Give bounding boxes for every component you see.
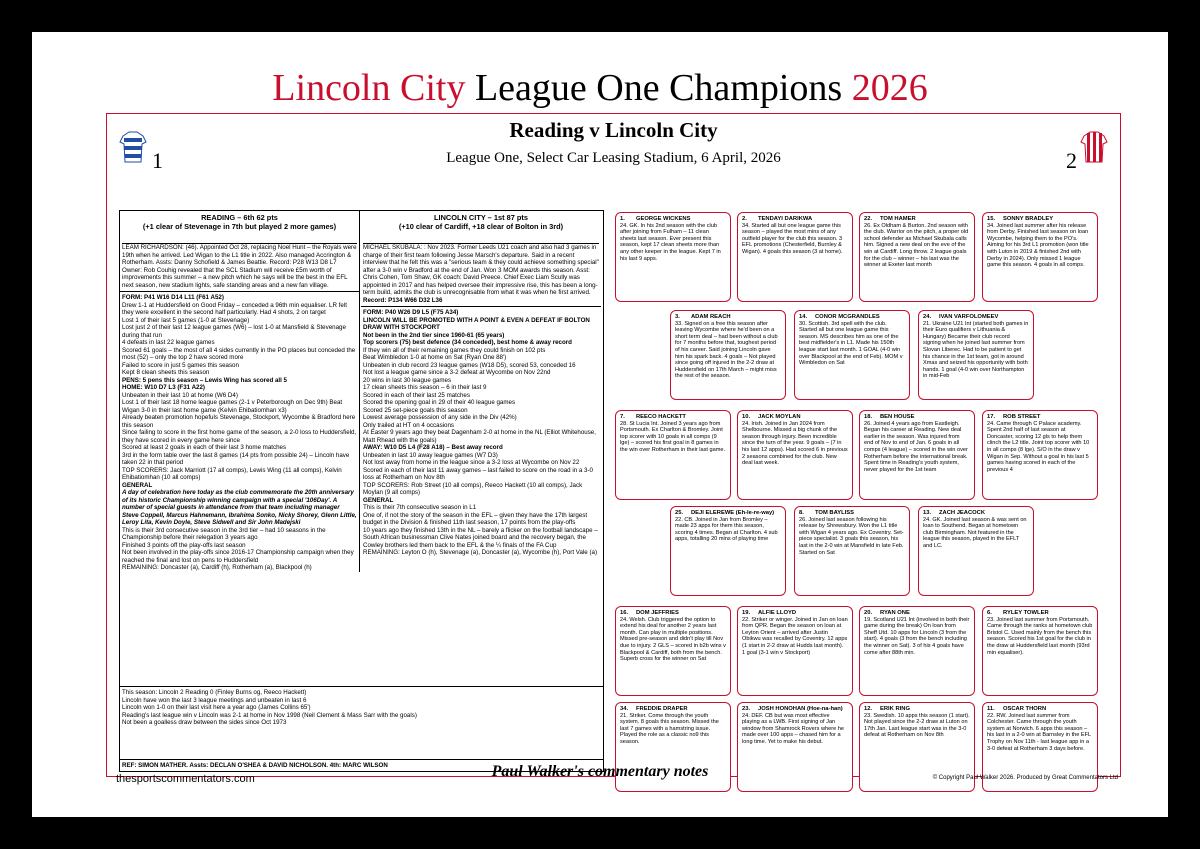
player-name-text: DOM JEFFRIES <box>636 610 679 616</box>
note-line: Not been in the 2nd tier since 1960-61 (65 years) <box>363 331 505 339</box>
note-line: Record: P134 W66 D32 L36 <box>363 296 443 304</box>
player-card <box>615 212 731 302</box>
note-line: AWAY: W10 D5 L4 (F28 A18) – Best away record <box>363 444 503 451</box>
player-name-text: TOM HAMER <box>880 216 916 222</box>
player-name <box>620 216 726 223</box>
note-line: A day of celebration here today as the club commemorate the 20th anniversary of its historic Championship winning campaign with a special '106Day'. A number of special guests in attendance from that team including manager Steve Coppell, Marcus Hahnemann, Ibrahima Sonko, Nicky Shorey, Glenn Little, Leroy Lita, Kevin Doyle, Steve Sidwell and Sir John Madejski <box>122 489 357 526</box>
player-name <box>799 510 905 517</box>
note-line: Reading's last league win v Lincoln was 2-1 at home in Nov 1998 (Neil Clement & Mass Sarr with the goals) <box>122 711 417 719</box>
player-name <box>799 314 905 321</box>
player-notes: 24. Welsh. Club triggered the option to extend his deal for another 2 years last month. Can play in multiple positions. Missed pre-season and didn't play till Nov due to injury. 2 GLS – scored in b2b wins v Blackpool & Cardiff, both from the bench. Superb cross for the winner on Sat <box>620 616 726 663</box>
note-line: Scored the opening goal in 29 of their 40 league games <box>363 399 516 406</box>
note-line: TOP SCORERS: Rob Street (10 all comps), Reeco Hackett (10 all comps), Jack Moylan (9 all comps) <box>363 481 583 496</box>
player-card <box>615 606 731 696</box>
player-name-text: GEORGE WICKENS <box>636 216 691 222</box>
note-line: Only trailed at HT on 4 occasions <box>363 421 455 429</box>
player-name-text: FREDDIE DRAPER <box>636 706 688 712</box>
note-line: Scored 25 set-piece goals this season <box>363 406 468 414</box>
reading-header: READING – 6th 62 pts (+1 clear of Stevenage in 7th but played 2 more games) <box>122 211 357 244</box>
player-card <box>670 506 786 596</box>
notes-sheet <box>32 32 1168 817</box>
note-line: FORM: P41 W16 D14 L11 (F61 A52) <box>122 294 224 301</box>
player-card <box>615 410 731 500</box>
player-name <box>675 314 781 321</box>
note-line: PENS: 5 pens this season – Lewis Wing has scored all 5 <box>122 376 287 384</box>
away-shirt-icon <box>1080 130 1108 164</box>
note-line: Lowest average possession of any side in the Div (42%) <box>363 414 517 421</box>
player-notes: 28. St Lucia Int. Joined 3 years ago from Portsmouth. Ex Charlton & Bromley. Joint top scorer with 10 goals in all comps (9 lge) – scored his first goal in 8 games in the win over Rotherham in their last game. <box>620 420 726 453</box>
squad-number: 8. <box>799 510 804 516</box>
player-notes: 23. Joined last summer from Portsmouth. Came through the ranks at hometown club Bristol C. Used mainly from the bench this season. Scored his 1st goal for the club in the draw at Huddersfield last month (93rd min equaliser). <box>987 616 1093 656</box>
note-line: Failed to score in just 5 games this season <box>122 361 239 369</box>
note-line: Scored in each of their last 11 away games – last failed to score on the road in a 3-0 loss at Rotherham on Nov 8th <box>363 466 593 481</box>
note-line: One of, if not the story of the season in the EFL – given they have the 17th largest budget in the Division & finished 11th last season, 17 points from the play-offs <box>363 511 588 526</box>
squad-number: 1. <box>620 216 625 222</box>
squad-number: 3. <box>675 314 680 320</box>
squad-number: 15. <box>987 216 996 222</box>
player-card <box>982 212 1098 302</box>
note-line: Not been involved in the play-offs since 2016-17 Championship campaign when they reached the final and lost on pens to Huddersfield <box>122 549 354 564</box>
player-card <box>670 310 786 400</box>
note-line: Beat Wimbledon 1-0 at home on Sat (Ryan One 88') <box>363 354 507 361</box>
lincoln-header: LINCOLN CITY – 1st 87 pts (+10 clear of Cardiff, +18 clear of Bolton in 3rd) <box>363 211 599 244</box>
reading-intro <box>122 244 357 289</box>
player-card <box>794 506 910 596</box>
note-line: Not been a goalless draw between the sides since Oct 1973 <box>122 719 287 726</box>
player-name <box>742 610 848 617</box>
player-card <box>918 506 1034 596</box>
player-name <box>987 610 1093 617</box>
note-line: Unbeaten in last 10 away league games (W7 D3) <box>363 451 498 459</box>
copyright-notice: © Copyright Paul Walker 2026. Produced by Great Commentators Ltd <box>932 775 1118 781</box>
note-line: GENERAL <box>363 496 394 504</box>
squad-number: 10. <box>742 414 751 420</box>
note-line: REMAINING: Doncaster (a), Cardiff (h), Rotherham (a), Blackpool (h) <box>122 564 312 571</box>
squad-number: 18. <box>864 414 873 420</box>
player-notes: 30. Scottish. 3rd spell with the club. Started all but one league game this season. MS describes him as one of the best midfielder's in L1. Made his 150th league start last month. 1 GOAL (4-0 win over Blackpool at the end of Feb). MOM v Wimbledon on Sat <box>799 320 903 367</box>
note-line: Not lost away from home in the league since a 3-2 loss at Wycombe on Nov 22 <box>363 459 580 466</box>
player-name <box>864 216 970 223</box>
player-name <box>742 414 848 421</box>
lincoln-intro <box>363 244 599 304</box>
note-line: Lost just 2 of their last 12 league games (W6) – lost 1-0 at Mansfield & Stevenage during that run <box>122 324 346 339</box>
player-name <box>620 414 726 421</box>
note-line: Scored in each of their last 25 matches <box>363 391 470 399</box>
player-card <box>859 212 975 302</box>
note-line: Already beaten promotion hopefuls Stevenage, Stockport, Wycombe & Bradford here this season <box>122 414 356 429</box>
player-notes: 24. GK. In his 2nd season with the club after joining from Fulham – 11 clean sheets last season. Ever present this season, kept 17 clean sheets more than any other keeper in the league. Kept 7 in his last 9 apps. <box>620 222 721 262</box>
player-notes: 24. GK. Joined last season & was sent on loan to Southend. Began at hometown club Birmingham. Not featured in the league this season, played in the EFLT and LC. <box>923 516 1027 549</box>
note-line: TOP SCORERS: Jack Marriott (17 all comps), Lewis Wing (11 all comps), Kelvin Ehibatiomhan (10 all comps) <box>122 466 342 481</box>
player-name <box>864 610 970 617</box>
player-name-text: RYLEY TOWLER <box>1003 610 1049 616</box>
player-name-text: JACK MOYLAN <box>758 414 801 420</box>
player-notes: 22. RW. Joined last summer from Colchester. Came through the youth system at Norwich. 6 apps this season – his last in a 2-0 win at Barnsley in the EFL Trophy on Nov 11th - last league app in a 3-0 defeat at Rotherham 3 days before. <box>987 712 1091 752</box>
note-line: 3rd in the form table over the last 8 games (14 pts from possible 24) – Lincoln have taken 22 in that period <box>122 451 350 466</box>
player-card <box>737 212 853 302</box>
player-card <box>859 410 975 500</box>
match-panel <box>106 113 1121 777</box>
player-name-text: TOM BAYLISS <box>815 510 854 516</box>
footer-title: Paul Walker's commentary notes <box>491 763 709 780</box>
player-name <box>620 610 726 617</box>
player-name-text: JOSH HONOHAN (Hoe-na-han) <box>758 706 843 712</box>
note-line: Unbeaten in club record 23 league games (W18 D5), scored 53, conceded 16 <box>363 361 576 369</box>
player-card <box>918 310 1034 400</box>
home-score: 1 <box>152 148 163 173</box>
player-notes: 26. Joined 4 years ago from Eastleigh. Began his career at Reading. New deal earlier in the season. Was injured from end of Nov to end of Jan. 6 goals in all comps (4 league) – scored in the win over Rotherham before the international break. Spent time in Reading's youth system, never played for the 1st team <box>864 420 968 473</box>
player-card <box>859 606 975 696</box>
note-line: LEAM RICHARDSON: (46). Appointed Oct 28, replacing Noel Hunt – the Royals were 19th when he arrived. Led Wigan to the L1 title in 2022. Also managed Accrington & Rotherham. Assts: Danny Schofield & James Beattie. Record: P28 W13 D8 L7 <box>122 244 357 266</box>
match-notes-table <box>119 210 604 772</box>
note-line: FORM: P40 W26 D9 L5 (F75 A34) <box>363 309 459 316</box>
player-notes: 24. Came through C Palace academy. Spent 2nd half of last season at Doncaster, scoring 12 gls to help them clinch the L2 title. Joint top scorer with 10 in all comps (8 lge). S/O in the draw v Wigan in Sep. Without a goal in his last 5 games having scored in each of the previous 4 <box>987 420 1090 473</box>
squad-number: 13. <box>923 510 932 516</box>
player-notes: 22. Striker or winger. Joined in Jan on loan from QPR. Began the season on loan at Leyton Orient – arrived after Justin Obikwu was recalled by Coventry. 12 apps (1 start in 2-2 draw at Hudds last month). 1 goal (3-1 win v Stockport) <box>742 616 848 656</box>
note-line: 10 years ago they finished 13th in the NL – barely a flicker on the football landscape – South African businessman Clive Nates joined board and the recovery began, the Cowley brothers led them back to the EFL & the ¼ finals of the FA Cup <box>363 526 598 549</box>
player-card <box>982 410 1098 500</box>
squad-number: 16. <box>620 610 629 616</box>
squad-number: 14. <box>799 314 808 320</box>
player-name <box>675 510 781 517</box>
squad-number: 20. <box>864 610 873 616</box>
player-notes: 34. Started all but one league game this season – played the most mins of any outfield player for the club this season. 3 EFL promotions (Chesterfield, Burnley & Wigan). 4 goals this season (3 at home). <box>742 222 843 255</box>
note-line: Since failing to score in the first home game of the season, a 2-0 loss to Huddersfield, they have scored in every game here since <box>122 429 357 444</box>
player-name-text: IVAN VARFOLOMEEV <box>939 314 999 320</box>
note-line: Lost 1 of their last 18 home league games (2-1 v Peterborough on Dec 9th) Beat Wigan 3-0 in their last home game (Kelvin Ehibatiomhan x3) <box>122 399 343 414</box>
squad-number: 7. <box>620 414 625 420</box>
note-line: Lost 1 of their last 5 games (1-0 at Stevenage) <box>122 316 250 324</box>
note-line: Drew 1-1 at Huddersfield on Good Friday – conceded a 96th min equaliser. LR felt they were excellent in the second half particularly. Had 4 shots, 2 on target <box>122 301 347 316</box>
player-name <box>987 706 1093 713</box>
note-line: Lincoln won 1-0 on their last visit here a year ago (James Collins 65') <box>122 704 311 711</box>
banner-year: 2026 <box>851 67 928 109</box>
squad-number: 25. <box>675 510 684 516</box>
reading-column <box>120 211 360 572</box>
player-notes: 26. Ex Oldham & Burton. 2nd season with the club. Warrior on the pitch, a proper old school defender as Michael Skubala calls him. Signed a new deal on the eve of the win at Cardiff. Long throw. 2 league goals for the club – winner – his last was the winner at Exeter last month <box>864 222 969 269</box>
note-line: Finished 3 points off the play-offs last season <box>122 541 246 549</box>
player-name-text: CONOR MCGRANDLES <box>815 314 880 320</box>
note-line: 20 wins in last 30 league games <box>363 376 452 384</box>
lincoln-form <box>363 309 599 557</box>
player-notes: 33. Signed on a free this season after leaving Wycombe where he'd been on a short term deal – had been without a club for 7 months before that, toughest period of his career. Said joining Lincoln gave him his spark back. 4 goals – Not played since going off injured in the 2-2 draw at Huddersfield on 17th March – might miss the rest of the season. <box>675 320 778 380</box>
note-line: Owner: Rob Couhig revealed that the SCL Stadium will receive £5m worth of improvements this summer – a new pitch which he says will be the best in the EFL next season, new stadium lights, safe standing areas and a new fan village. <box>122 266 348 289</box>
match-subtitle: League One, Select Car Leasing Stadium, 6 April, 2026 <box>446 150 781 166</box>
player-notes: 34. Joined last summer after his release from Derby. Finished last season on loan Wycombe, helping them to the PO's. Aiming for his 3rd L1 promotion (won title with Luton in 2019 & finished 2nd with Derby in 2024). Only missed 1 league game this season. 4 goals in all comps. <box>987 222 1089 269</box>
squad-number: 19. <box>742 610 751 616</box>
player-name-text: ERIK RING <box>880 706 910 712</box>
away-score: 2 <box>1066 148 1077 173</box>
note-line: This season: Lincoln 2 Reading 0 (Finley Burns og, Reeco Hackett) <box>122 689 307 696</box>
note-line: Kept 8 clean sheets this season <box>122 369 210 376</box>
player-name-text: BEN HOUSE <box>880 414 915 420</box>
squad-number: 23. <box>742 706 751 712</box>
squad-number: 12. <box>864 706 873 712</box>
note-line: At Easter 9 years ago they beat Dagenham 2-0 at home in the NL (Elliot Whitehouse, Matt Rhead with the goals) <box>363 429 596 444</box>
player-notes: 24. Irish. Joined in Jan 2024 from Shelbourne. Missed a big chunk of the season through injury. Been incredible since the turn of the year. 9 goals – (7 in his last 12 apps). Had scored 6 in previous 2 seasons combined for the club. New deal last week. <box>742 420 848 467</box>
player-notes: 23. Swedish. 10 apps this season (1 start). Not played since the 2-2 draw at Luton on 17th Jan. Last league start was in the 3-0 defeat at Rotherham on Nov 8th <box>864 712 970 739</box>
squad-number: 6. <box>987 610 992 616</box>
note-line: GENERAL <box>122 481 153 489</box>
player-card <box>982 606 1098 696</box>
player-name-text: ALFIE LLOYD <box>758 610 796 616</box>
player-notes: 19. Scotland U21 Int (involved in both their game during the break) On loan from Sheff Utd. 10 apps for Lincoln (3 from the start). 4 goals (3 from the bench including the winner on Sat). 3 of his 4 goals have come after 88th min. <box>864 616 970 656</box>
player-name <box>923 510 1029 517</box>
divider <box>120 291 359 292</box>
squad-number: 22. <box>864 216 873 222</box>
player-notes: 26. Joined last season following his release by Shrewsbury. Won the L1 title with Wigan 4 years ago. Ex Coventry. Set-piece specialist. 3 goals this season, his last in the 2-0 win at Mansfield in late Feb. Started on Sat <box>799 516 904 556</box>
head-to-head-notes <box>120 686 603 729</box>
player-name <box>864 414 970 421</box>
squad-number: 11. <box>987 706 995 712</box>
player-name-text: ZACH JEACOCK <box>939 510 986 516</box>
banner-club: Lincoln City <box>272 67 466 109</box>
player-name <box>987 216 1093 223</box>
note-line: Not lost a league game since a 3-2 defeat at Wycombe on Nov 22nd <box>363 369 551 376</box>
squad-number: 2. <box>742 216 747 222</box>
player-name-text: REECO HACKETT <box>636 414 686 420</box>
squad-number: 24. <box>923 314 932 320</box>
match-title: Reading v Lincoln City <box>509 118 718 142</box>
note-line: 17 clean sheets this season – 6 in their last 9 <box>363 384 487 391</box>
player-notes: 21. Striker. Come through the youth system. 8 goals this season. Missed the last 7 games with a hamstring issue. Played the role as a classic no9 this season. <box>620 712 719 745</box>
note-line: Scored 61 goals – the most of all 4 sides currently in the PO places but conceded the most (52) – only the top 2 have scored more <box>122 346 356 361</box>
player-notes: 24. DEF. CB but was most effective playing as a LWB. First signing of Jan window from Shamrock Rovers where he made over 100 apps – chased him for a long time. Yet to make his debut. <box>742 712 844 745</box>
note-line: REMAINING: Leyton O (h), Stevenage (a), Doncaster (a), Wycombe (h), Port Vale (a) <box>363 549 598 556</box>
banner-title <box>32 66 1168 110</box>
note-line: If they win all of their remaining games they could finish on 102 pts <box>363 346 546 354</box>
squad-number: 17. <box>987 414 996 420</box>
player-name-text: TENDAYI DARIKWA <box>758 216 813 222</box>
player-name <box>987 414 1093 421</box>
officials-line: REF: SIMON MATHER. Assts: DECLAN O'SHEA & DAVID NICHOLSON. 4th: MARC WILSON <box>120 759 603 772</box>
note-line: This is their 3rd consecutive season in the 3rd tier – had 10 seasons in the Championship before their relegation 3 years ago <box>122 526 326 541</box>
note-line: Unbeaten in their last 10 at home (W6 D4) <box>122 391 238 399</box>
player-name-text: RYAN ONE <box>880 610 910 616</box>
player-notes: 21. Ukraine U21 Int (started both games in their Euro qualifiers v Lithuania & Hungary) Became their club record signing when he joined last summer from Slovan Liberec. Had to be patient to get his chance in the 1st team, got in around Xmas and seized his opportunity with both hands. 1 goal (4-0 win over Northampton in mid-Feb <box>923 320 1029 380</box>
player-name-text: OSCAR THORN <box>1003 706 1047 712</box>
lincoln-column <box>361 211 601 557</box>
player-name <box>742 706 848 713</box>
player-name-text: DEJI ELEREWE (Eh-le-re-way) <box>691 510 775 516</box>
player-name <box>923 314 1029 321</box>
player-name <box>864 706 970 713</box>
squad-number: 34. <box>620 706 629 712</box>
note-line: MICHAEL SKUBALA: : Nov 2023. Former Leeds U21 coach and also had 3 games in charge of their first team following Jesse Marsch's departure. Said in a recent interview that he felt this was a "serious team & they could achieve something special" after a 3-0 win v Bradford at the end of Jan. Won 3 MOM awards this season. Asst: Chris Cohen, Tom Shaw, GK coach: David Preece. Chief Exec Liam Scully was appointed in 2017 and has helped oversee their impressive rise, this has been a long-term build, admits the club is unrecognisable from what it was when he first arrived. <box>363 244 599 296</box>
note-line: Lincoln have won the last 3 league meetings and unbeaten in last 6 <box>122 696 307 704</box>
banner-league: League One Champions <box>474 67 843 109</box>
player-name <box>742 216 848 223</box>
note-line: This is their 7th consecutive season in L1 <box>363 504 477 511</box>
player-card <box>737 606 853 696</box>
website-link[interactable]: thesportscommentators.com <box>116 773 255 785</box>
player-name-text: ROB STREET <box>1003 414 1041 420</box>
note-line: Top scorers (75) best defence (34 conceded), best home & away record <box>363 339 572 346</box>
player-name-text: ADAM REACH <box>691 314 731 320</box>
note-line: LINCOLN WILL BE PROMOTED WITH A POINT & EVEN A DEFEAT IF BOLTON DRAW WITH STOCKPORT <box>363 316 590 331</box>
player-card <box>794 310 910 400</box>
divider <box>361 306 601 307</box>
player-card <box>737 410 853 500</box>
note-line: HOME: W10 D7 L3 (F31 A22) <box>122 384 205 391</box>
note-line: 4 defeats in last 22 league games <box>122 339 215 346</box>
player-notes: 22. CB. Joined in Jan from Bromley – made 23 apps for them this season, scoring 4 times. Began at Charlton. 4 sub apps, totalling 20 mins of playing time <box>675 516 778 543</box>
reading-form <box>122 294 357 572</box>
player-name-text: SONNY BRADLEY <box>1003 216 1054 222</box>
player-name <box>620 706 726 713</box>
note-line: Scored at least 2 goals in each of their last 3 home matches <box>122 444 287 451</box>
